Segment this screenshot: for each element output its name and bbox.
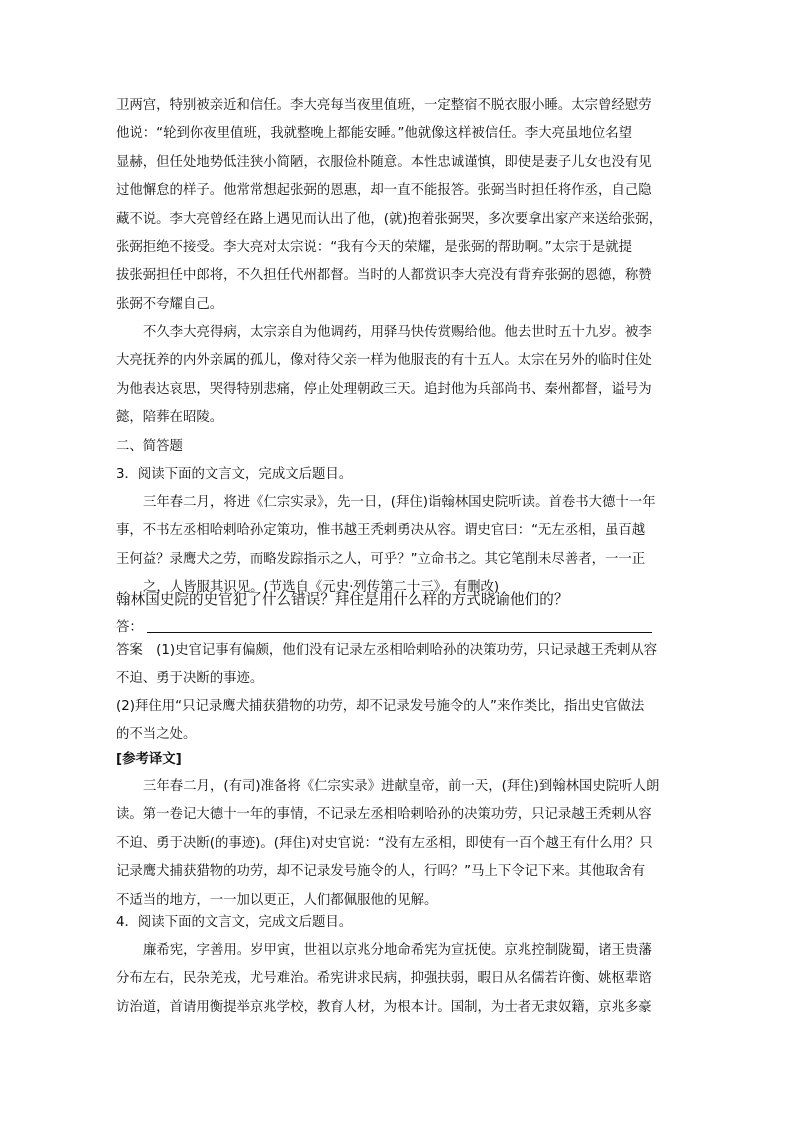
text-line: 事，不书左丞相哈剌哈孙定策功，惟书越王秃剌勇决从容。谓史官曰：“无左丞相，虽百越: [116, 523, 646, 539]
text-line: 分布左右，民杂羌戎，尤号难治。希宪讲求民病，抑强扶弱，暇日从名儒若许衡、姚枢辈谘: [116, 971, 652, 987]
text-line: 读。第一卷记大德十一年的事情，不记录左丞相哈剌哈孙的决策功劳，只记录越王秃剌从容: [116, 807, 652, 823]
answer-label: 答：: [116, 620, 143, 635]
text-line: 不迫、勇于决断的事迹。: [116, 671, 264, 687]
text-line: 藏不说。李大亮曾经在路上遇见而认出了他，(就)抱着张弼哭，多次要拿出家产来送给张弼，: [116, 211, 663, 227]
text-line: 拔张弼担任中郎将，不久担任代州都督。当时的人都赏识李大亮没有背弃张弼的恩德，称赞: [116, 268, 652, 284]
text-line: 之，人皆服其识见。(节选自《元史·列传第二十三》，有删改): [143, 580, 500, 596]
question-text: 翰林国史院的史官犯了什么错误？拜住是用什么样的方式晓谕他们的？: [116, 591, 569, 608]
text-line: 廉希宪，字善用。岁甲寅，世祖以京兆分地命希宪为宣抚使。京兆控制陇蜀，诸王贵藩: [143, 943, 652, 958]
question-4-passage: [116, 937, 678, 1022]
reference-translation-heading: [116, 746, 678, 774]
paragraph-li-daliang-loyalty: [116, 92, 678, 319]
text-line: 大亮抚养的内外亲属的孤儿，像对待父亲一样为他服丧的有十五人。太宗在另外的临时住处: [116, 353, 652, 369]
paragraph-li-daliang-death: [116, 319, 678, 433]
section-heading-short-answer: [116, 433, 678, 461]
question-4-prompt: [116, 909, 678, 937]
question-3-prompt: [116, 461, 678, 489]
question-3-question: [116, 586, 678, 614]
answer-part-2: [116, 693, 678, 750]
text-line: 三年春二月，(有司)准备将《仁宗实录》进献皇帝，前一天，(拜住)到翰林国史院听人朗: [143, 779, 660, 794]
text-line: 三年春二月，将进《仁宗实录》，先一日，(拜住)诣翰林国史院听读。首卷书大德十一年: [143, 495, 656, 510]
text-line: 不迫、勇于决断(的事迹)。(拜住)对史官说：“没有左丞相，即使有一百个越王有什么用？只: [116, 835, 653, 851]
text-line: 王何益？录鹰犬之劳，而略发踪指示之人，可乎？”立命书之。其它笔削未尽善者，一一正: [116, 551, 646, 567]
text-line: (2)拜住用“只记录鹰犬捕获猎物的功劳，却不记录发号施令的人”来作类比，指出史官做法: [116, 699, 645, 714]
answer-part-1: [116, 637, 678, 694]
text-line: 访治道，首请用衡提举京兆学校，教育人材，为根本计。国制，为士者无隶奴籍，京兆多豪: [116, 999, 652, 1015]
text-line: 的不当之处。: [116, 727, 197, 743]
text-line: 为他表达哀思，哭得特别悲痛，停止处理朝政三天。追封他为兵部尚书、秦州都督，谥号为: [116, 381, 652, 397]
text-line: 张弼拒绝不接受。李大亮对太宗说：“我有今天的荣耀，是张弼的帮助啊。”太宗于是就提: [116, 239, 633, 255]
text-line: 卫两宫，特别被亲近和信任。李大亮每当夜里值班，一定整宿不脱衣服小睡。太宗曾经慰劳: [116, 98, 652, 113]
question-number-prompt: 4．阅读下面的文言文，完成文后题目。: [116, 915, 353, 930]
answer-underline: [147, 618, 652, 633]
reference-translation: [116, 773, 678, 915]
question-number-prompt: 3．阅读下面的文言文，完成文后题目。: [116, 467, 353, 482]
text-line: 记录鹰犬捕获猎物的功劳，却不记录发号施令的人，行吗？”马上下令记下来。其他取舍有: [116, 864, 646, 880]
text-line: 他说：“轮到你夜里值班，我就整晚上都能安睡。”他就像这样被信任。李大亮虽地位名望: [116, 126, 633, 142]
text-line: 显赫，但任处地势低洼狭小简陋，衣服俭朴随意。本性忠诚谨慎，即使是妻子儿女也没有见: [116, 154, 652, 170]
reference-heading: [参考译文]: [116, 752, 182, 767]
text-line: 不久李大亮得病，太宗亲自为他调药，用驿马快传赏赐给他。他去世时五十九岁。被李: [143, 325, 652, 340]
text-line: 张弼不夸耀自己。: [116, 296, 224, 312]
text-line: 答案 (1)史官记事有偏颇，他们没有记录左丞相哈剌哈孙的决策功劳，只记录越王秃剌从容: [116, 643, 658, 658]
text-line: 过他懈怠的样子。他常常想起张弼的恩惠，却一直不能报答。张弼当时担任将作丞，自己隐: [116, 183, 652, 199]
text-line: 懿，陪葬在昭陵。: [116, 410, 224, 426]
section-heading: 二、简答题: [116, 439, 183, 454]
text-line: 不适当的地方，一一加以更正，人们都佩服他的见解。: [116, 892, 438, 908]
